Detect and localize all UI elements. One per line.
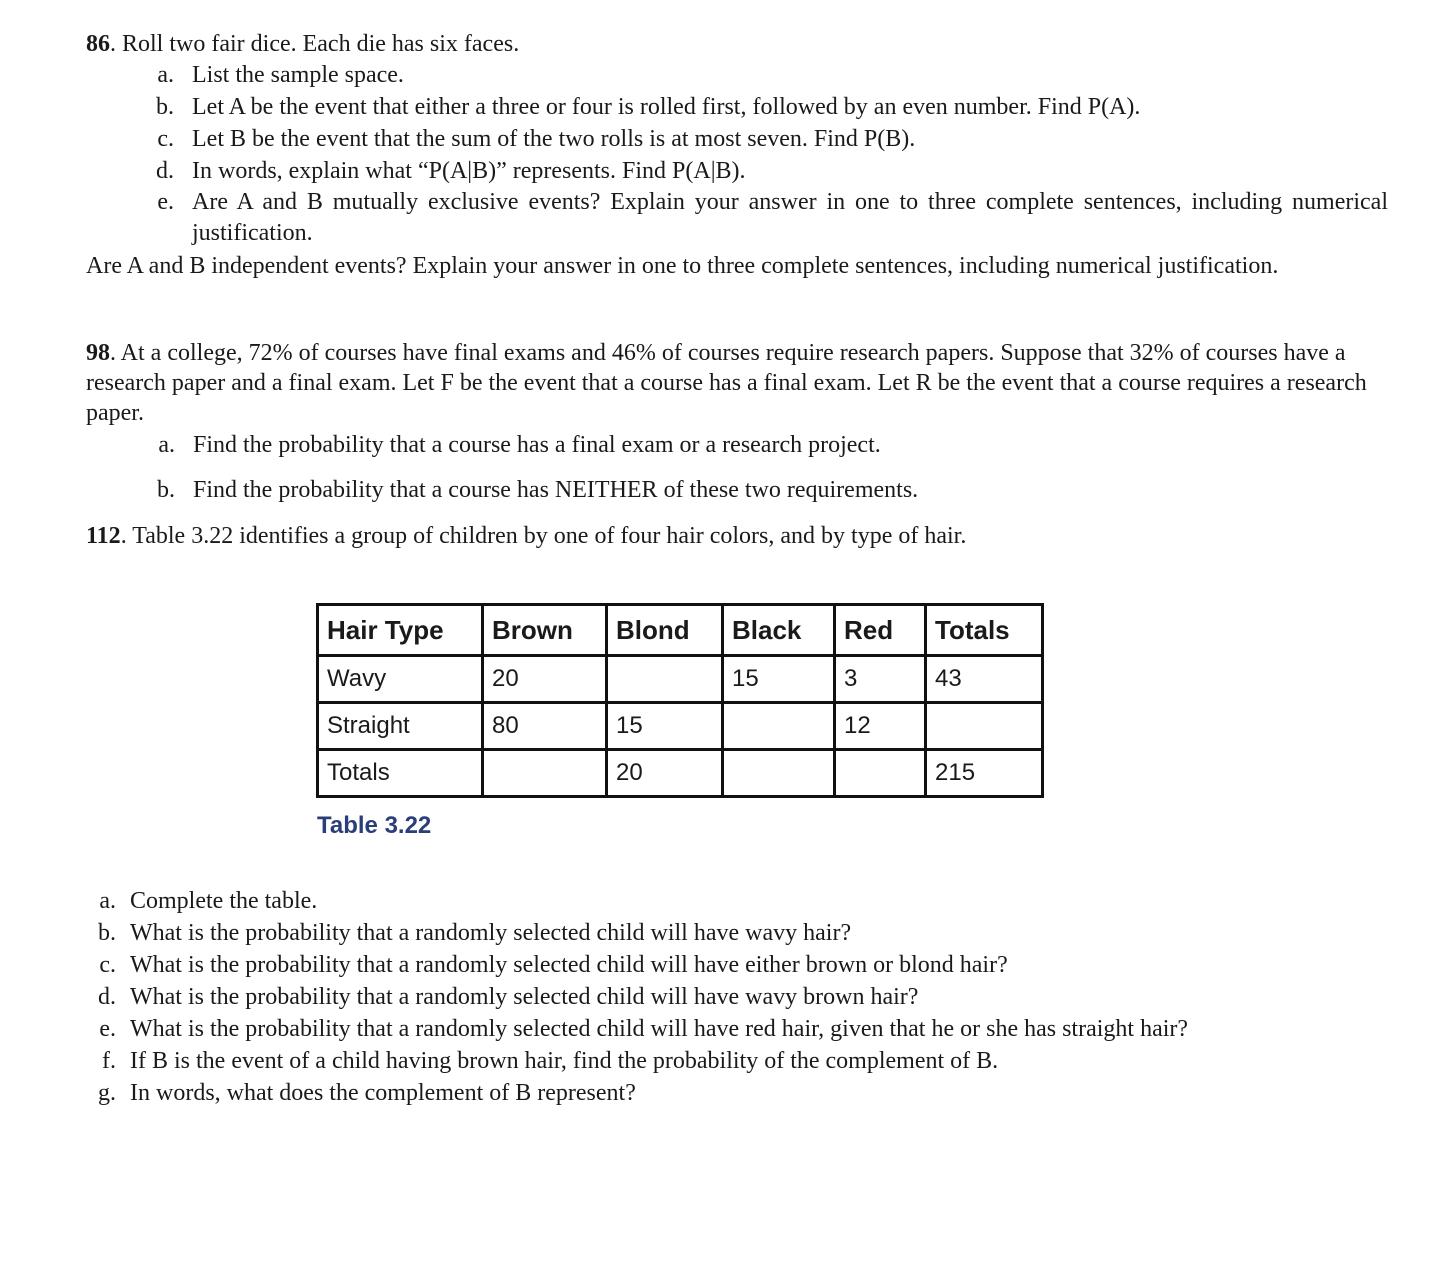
question-98-parts: [157, 429, 1383, 506]
table-header-row: [318, 605, 1043, 656]
item-text: If B is the event of a child having brown hair, find the probability of the complement of B.: [130, 1048, 999, 1074]
table-cell: 15: [607, 703, 723, 750]
table-caption: Table 3.22: [317, 812, 432, 839]
column-header: Red: [835, 605, 926, 656]
question-112-parts: [98, 885, 1380, 1109]
table-cell: [926, 703, 1043, 750]
item-text: What is the probability that a randomly selected child will have red hair, given that he or she has straight hair?: [130, 1016, 1189, 1042]
item-text: What is the probability that a randomly selected child will have either brown or blond hair?: [130, 952, 1008, 978]
item-text: In words, explain what “P(A|B)” represents. Find P(A|B).: [192, 158, 746, 184]
table-cell: 215: [926, 750, 1043, 797]
column-header: Black: [723, 605, 835, 656]
item-text: Let A be the event that either a three or four is rolled first, followed by an even number. Find P(A).: [192, 94, 1141, 120]
list-item: [156, 155, 1388, 187]
table-cell: Totals: [318, 750, 483, 797]
item-label: a.: [99, 888, 116, 914]
table-cell: [607, 656, 723, 703]
list-item: [98, 1077, 1380, 1109]
list-item: [157, 123, 1388, 155]
table-cell: 20: [607, 750, 723, 797]
item-text: Find the probability that a course has NEITHER of these two requirements.: [193, 477, 919, 503]
table-row: [318, 750, 1043, 797]
item-label: a.: [158, 432, 175, 458]
item-label: f.: [102, 1048, 116, 1074]
question-text: . Table 3.22 identifies a group of children by one of four hair colors, and by type of hair.: [120, 523, 967, 549]
item-label: e.: [99, 1016, 116, 1042]
item-label: g.: [98, 1080, 116, 1106]
table-row: [318, 703, 1043, 750]
question-text: . Roll two fair dice. Each die has six faces.: [110, 31, 520, 57]
question-text: . At a college, 72% of courses have final exams and 46% of courses require research papers. Suppose that 32% of courses have a research paper and a final exam. Let F be the event that a course has a final exam. Let R be the event that a course requires a research paper.: [86, 340, 1367, 426]
list-item: [99, 949, 1380, 981]
list-item: [157, 474, 1383, 506]
list-item: [156, 91, 1388, 123]
item-text: List the sample space.: [192, 62, 404, 88]
question-86-followup: Are A and B independent events? Explain your answer in one to three complete sentences, including numerical justification.: [86, 253, 1279, 279]
item-label: d.: [98, 984, 116, 1010]
item-label: c.: [99, 952, 116, 978]
item-text: What is the probability that a randomly selected child will have wavy brown hair?: [130, 984, 919, 1010]
column-header: Hair Type: [318, 605, 483, 656]
table-cell: 3: [835, 656, 926, 703]
list-item: [98, 981, 1380, 1013]
item-text: Find the probability that a course has a final exam or a research project.: [193, 432, 881, 458]
item-label: e.: [157, 189, 174, 215]
table-cell: [723, 703, 835, 750]
item-text: Let B be the event that the sum of the two rolls is at most seven. Find P(B).: [192, 126, 916, 152]
item-label: a.: [157, 62, 174, 88]
table-cell: [483, 750, 607, 797]
list-item: [157, 59, 1388, 91]
table-cell: 12: [835, 703, 926, 750]
item-label: b.: [157, 477, 175, 503]
item-label: b.: [98, 920, 116, 946]
table-cell: [835, 750, 926, 797]
item-label: d.: [156, 158, 174, 184]
list-item: [99, 1013, 1380, 1045]
list-item: [157, 187, 1388, 249]
question-86-stem: [86, 29, 1388, 59]
table-row: [318, 656, 1043, 703]
list-item: [99, 885, 1380, 917]
list-item: [102, 1045, 1380, 1077]
item-label: b.: [156, 94, 174, 120]
table-cell: [723, 750, 835, 797]
question-98-stem: [86, 338, 1382, 428]
column-header: Blond: [607, 605, 723, 656]
list-item: [98, 917, 1380, 949]
table-cell: 80: [483, 703, 607, 750]
column-header: Brown: [483, 605, 607, 656]
question-112-stem: [86, 521, 1388, 551]
item-text: Are A and B mutually exclusive events? Explain your answer in one to three complete sentences, including numerical justification.: [192, 189, 1388, 246]
question-86-parts: [156, 59, 1388, 249]
item-text: What is the probability that a randomly selected child will have wavy hair?: [130, 920, 852, 946]
table-cell: 20: [483, 656, 607, 703]
column-header: Totals: [926, 605, 1043, 656]
question-number: 98: [86, 340, 110, 366]
hair-type-table: [316, 603, 1044, 798]
table-cell: Wavy: [318, 656, 483, 703]
list-item: [158, 429, 1383, 461]
item-label: c.: [157, 126, 174, 152]
table-cell: 15: [723, 656, 835, 703]
item-text: Complete the table.: [130, 888, 318, 914]
question-number: 86: [86, 31, 110, 57]
table-cell: 43: [926, 656, 1043, 703]
item-text: In words, what does the complement of B represent?: [130, 1080, 636, 1106]
question-number: 112: [86, 523, 121, 549]
table-cell: Straight: [318, 703, 483, 750]
